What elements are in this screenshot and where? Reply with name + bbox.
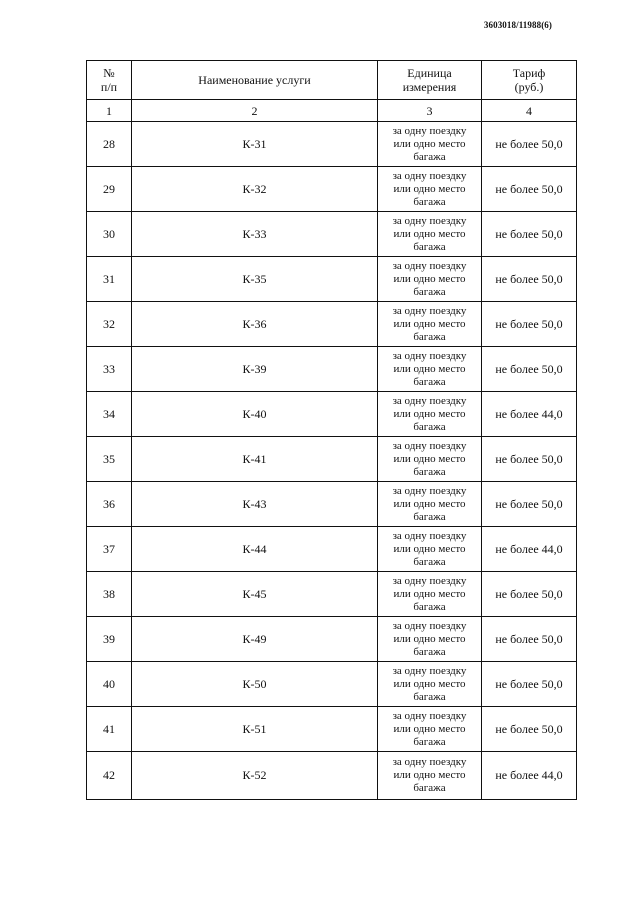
unit-line: багажа [413,150,446,163]
unit-of-measure [378,347,482,392]
table-row [87,617,577,662]
unit-line: багажа [413,240,446,253]
unit-line: за одну поездку [392,169,467,182]
unit-line: багажа [413,690,446,703]
tariff-value: не более 50,0 [482,437,577,482]
unit-line: за одну поездку [392,664,467,677]
unit-line: или одно место [393,362,466,375]
row-number: 30 [87,212,132,257]
table-body [87,122,577,800]
row-number: 34 [87,392,132,437]
unit-line: за одну поездку [392,214,467,227]
column-index-1: 1 [87,100,132,122]
row-number: 29 [87,167,132,212]
unit-line: багажа [413,645,446,658]
table-row [87,572,577,617]
service-name: К-36 [132,302,378,347]
unit-line: за одну поездку [392,124,467,137]
table-row [87,752,577,800]
service-name: К-41 [132,437,378,482]
table-row [87,527,577,572]
header-tariff [482,61,577,100]
tariff-value: не более 50,0 [482,572,577,617]
tariff-table [86,60,577,800]
service-name: К-44 [132,527,378,572]
unit-line: или одно место [393,452,466,465]
unit-of-measure [378,257,482,302]
header-tariff-line1: Тариф [512,66,546,80]
unit-line: багажа [413,555,446,568]
unit-of-measure [378,212,482,257]
unit-line: или одно место [393,182,466,195]
service-name: К-50 [132,662,378,707]
row-number: 33 [87,347,132,392]
unit-line: багажа [413,600,446,613]
row-number: 35 [87,437,132,482]
table-row [87,392,577,437]
tariff-value: не более 50,0 [482,662,577,707]
header-number [87,61,132,100]
unit-of-measure [378,752,482,800]
table-row [87,437,577,482]
unit-line: или одно место [393,317,466,330]
header-unit [378,61,482,100]
column-index-4: 4 [482,100,577,122]
unit-line: за одну поездку [392,304,467,317]
row-number: 36 [87,482,132,527]
unit-of-measure [378,482,482,527]
tariff-value: не более 50,0 [482,212,577,257]
unit-line: за одну поездку [392,349,467,362]
unit-line: за одну поездку [392,484,467,497]
service-name: К-51 [132,707,378,752]
unit-line: багажа [413,195,446,208]
unit-line: или одно место [393,542,466,555]
table-row [87,167,577,212]
document-number: 3603018/11988(6) [483,20,552,30]
table-row [87,347,577,392]
unit-line: багажа [413,510,446,523]
service-name: К-39 [132,347,378,392]
service-name: К-52 [132,752,378,800]
unit-line: или одно место [393,407,466,420]
unit-line: за одну поездку [392,259,467,272]
column-index-3: 3 [378,100,482,122]
tariff-value: не более 50,0 [482,167,577,212]
table-row [87,212,577,257]
unit-line: багажа [413,420,446,433]
unit-line: за одну поездку [392,529,467,542]
unit-line: багажа [413,285,446,298]
service-name: К-33 [132,212,378,257]
column-index-row [87,100,577,122]
unit-line: багажа [413,465,446,478]
tariff-value: не более 50,0 [482,122,577,167]
tariff-value: не более 50,0 [482,707,577,752]
table-row [87,662,577,707]
unit-of-measure [378,662,482,707]
tariff-value: не более 44,0 [482,752,577,800]
table-header-row [87,61,577,100]
table-row [87,122,577,167]
unit-of-measure [378,707,482,752]
unit-of-measure [378,122,482,167]
unit-line: или одно место [393,227,466,240]
unit-line: за одну поездку [392,619,467,632]
row-number: 28 [87,122,132,167]
header-unit-line2: измерения [402,80,457,94]
table-row [87,302,577,347]
unit-line: за одну поездку [392,394,467,407]
unit-line: или одно место [393,677,466,690]
unit-line: или одно место [393,587,466,600]
unit-line: или одно место [393,137,466,150]
table-row [87,707,577,752]
row-number: 42 [87,752,132,800]
unit-of-measure [378,302,482,347]
unit-of-measure [378,437,482,482]
tariff-value: не более 50,0 [482,257,577,302]
unit-line: или одно место [393,722,466,735]
service-name: К-45 [132,572,378,617]
unit-of-measure [378,617,482,662]
row-number: 37 [87,527,132,572]
table-row [87,482,577,527]
unit-line: за одну поездку [392,756,467,768]
header-tariff-line2: (руб.) [514,80,544,94]
service-name: К-31 [132,122,378,167]
tariff-value: не более 50,0 [482,617,577,662]
unit-line: или одно место [393,272,466,285]
unit-of-measure [378,167,482,212]
tariff-value: не более 50,0 [482,347,577,392]
unit-line: или одно место [393,632,466,645]
header-number-line1: № [103,66,115,80]
tariff-value: не более 50,0 [482,302,577,347]
service-name: К-40 [132,392,378,437]
unit-line: или одно место [393,497,466,510]
header-unit-line1: Единица [407,66,452,80]
unit-of-measure [378,572,482,617]
unit-of-measure [378,527,482,572]
header-service-name: Наименование услуги [132,61,378,100]
row-number: 40 [87,662,132,707]
header-number-line2: п/п [100,80,118,94]
service-name: К-43 [132,482,378,527]
unit-line: за одну поездку [392,709,467,722]
unit-line: багажа [413,782,446,794]
unit-of-measure [378,392,482,437]
tariff-value: не более 44,0 [482,392,577,437]
table-row [87,257,577,302]
column-index-2: 2 [132,100,378,122]
row-number: 31 [87,257,132,302]
row-number: 39 [87,617,132,662]
row-number: 38 [87,572,132,617]
unit-line: багажа [413,375,446,388]
row-number: 32 [87,302,132,347]
unit-line: багажа [413,735,446,748]
service-name: К-49 [132,617,378,662]
unit-line: за одну поездку [392,439,467,452]
service-name: К-32 [132,167,378,212]
unit-line: за одну поездку [392,574,467,587]
service-name: К-35 [132,257,378,302]
tariff-value: не более 44,0 [482,527,577,572]
unit-line: багажа [413,330,446,343]
row-number: 41 [87,707,132,752]
unit-line: или одно место [393,769,466,781]
tariff-value: не более 50,0 [482,482,577,527]
